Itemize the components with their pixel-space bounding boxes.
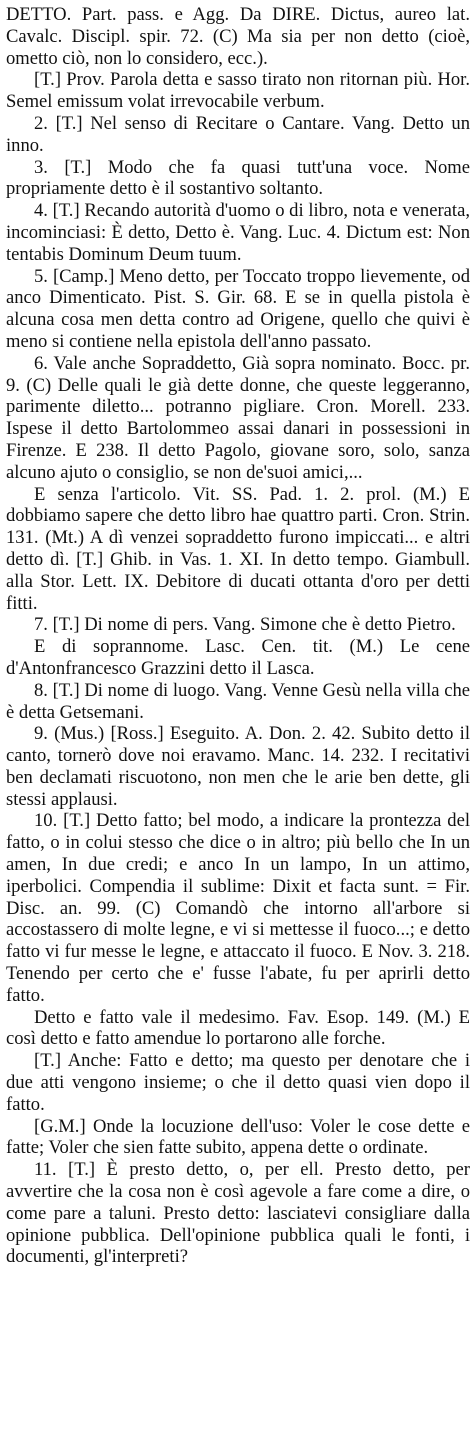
paragraph-text: 6. Vale anche Sopraddetto, Già sopra nominato. Bocc. pr. 9. (C) Delle quali le già dette donne, che queste leggeranno, parimente diletto... potranno pigliare. Cron. Morell. 233. Ispese il detto Bartolommeo assai danari in possessioni in Firenze. E 238. Il detto Pagolo, giovane soro, solo, sanza alcuno ajuto o consiglio, se non de'suoi amici,...: [6, 352, 470, 483]
paragraph-text: [G.M.] Onde la locuzione dell'uso: Voler le cose dette e fatte; Voler che sien fatte subito, appena dette o ordinate.: [6, 1115, 470, 1159]
paragraph-text: Detto e fatto vale il medesimo. Fav. Esop. 149. (M.) E così detto e fatto amendue lo portarono alle forche.: [6, 1006, 470, 1050]
paragraph-text: E di soprannome. Lasc. Cen. tit. (M.) Le cene d'Antonfrancesco Grazzini detto il Lasca.: [6, 636, 470, 679]
paragraph: [6, 200, 470, 265]
paragraph: [6, 1116, 470, 1160]
paragraph-text: 9. (Mus.) [Ross.] Eseguito. A. Don. 2. 42. Subito detto il canto, tornerò dove noi eravamo. Manc. 14. 232. I recitativi ben declamati riscuotono, non men che le arie ben dette, gli stessi applausi.: [6, 723, 470, 810]
paragraph-text: [T.] Prov. Parola detta e sasso tirato non ritornan più. Hor. Semel emissum volat irrevocabile verbum.: [6, 69, 470, 113]
paragraph-text: 10. [T.] Detto fatto; bel modo, a indicare la prontezza del fatto, o in colui stesso che dice o in altro; più bello che In un amen, In due credi; e anco In un lampo, In un attimo, iperbolici. Compendia il sublime: Dixit et facta sunt. = Fir. Disc. an. 99. (C) Comandò che intorno all'arbore si accostassero di molte legne, e vi si mettesse il fuoco...; e detto fatto vi fur messe le legne, e attaccato il fuoco. E Nov. 3. 218. Tenendo per certo che e' fusse l'abate, fu per aprirli detto fatto.: [6, 810, 470, 1006]
paragraph: [6, 4, 470, 69]
paragraph: [6, 266, 470, 353]
paragraph: [6, 113, 470, 157]
paragraph: [6, 157, 470, 201]
paragraph-text: 7. [T.] Di nome di pers. Vang. Simone che è detto Pietro.: [34, 614, 456, 636]
paragraph-text: DETTO. Part. pass. e Agg. Da DIRE. Dictus, aureo lat. Cavalc. Discipl. spir. 72. (C) Ma sia per non detto (cioè, ometto ciò, non lo considero, ecc.).: [6, 4, 470, 69]
paragraph: [6, 810, 470, 1006]
paragraph: [6, 614, 470, 636]
paragraph: [6, 723, 470, 810]
paragraph-text: 5. [Camp.] Meno detto, per Toccato troppo lievemente, od anco Dimenticato. Pist. S. Gir. 68. E se in quella pistola è alcuna cosa men detta contro ad Origene, quello che quivi è meno si contiene nella epistola dell'anno passato.: [6, 265, 470, 352]
paragraph-text: [T.] Anche: Fatto e detto; ma questo per denotare che i due atti vengono insieme; o che il detto quasi vien dopo il fatto.: [6, 1050, 470, 1115]
paragraph: [6, 69, 470, 113]
paragraph-text: 4. [T.] Recando autorità d'uomo o di libro, nota e venerata, incominciasi: È detto, Detto è. Vang. Luc. 4. Dictum est: Non tentabis Dominum Deum tuum.: [6, 200, 470, 265]
paragraph: [6, 636, 470, 680]
paragraph-text: E senza l'articolo. Vit. SS. Pad. 1. 2. prol. (M.) E dobbiamo sapere che detto libro hae quattro parti. Cron. Strin. 131. (Mt.) A dì venzei sopraddetto furono impiccati... e altri detto dì. [T.] Ghib. in Vas. 1. XI. In detto tempo. Giambull. alla Stor. Lett. IX. Debitore di ducati ottanta d'oro per detti fitti.: [6, 483, 470, 614]
paragraph: [6, 1050, 470, 1115]
paragraph-text: 2. [T.] Nel senso di Recitare o Cantare. Vang. Detto un inno.: [6, 112, 470, 156]
paragraph: [6, 680, 470, 724]
paragraph-text: 3. [T.] Modo che fa quasi tutt'una voce. Nome propriamente detto è il sostantivo soltanto.: [6, 156, 470, 200]
paragraph: [6, 1007, 470, 1051]
paragraph: [6, 484, 470, 615]
dictionary-entry-detto: [6, 4, 470, 1268]
paragraph-text: 8. [T.] Di nome di luogo. Vang. Venne Gesù nella villa che è detta Getsemani.: [6, 679, 470, 723]
paragraph-text: 11. [T.] È presto detto, o, per ell. Presto detto, per avvertire che la cosa non è così agevole a fare come a dire, o come pare a taluni. Presto detto: lasciatevi consigliare dalla opinione pubblica. Dell'opinione pubblica quali le fonti, i documenti, gl'interpreti?: [6, 1159, 470, 1268]
paragraph: [6, 353, 470, 484]
paragraph: [6, 1159, 470, 1268]
